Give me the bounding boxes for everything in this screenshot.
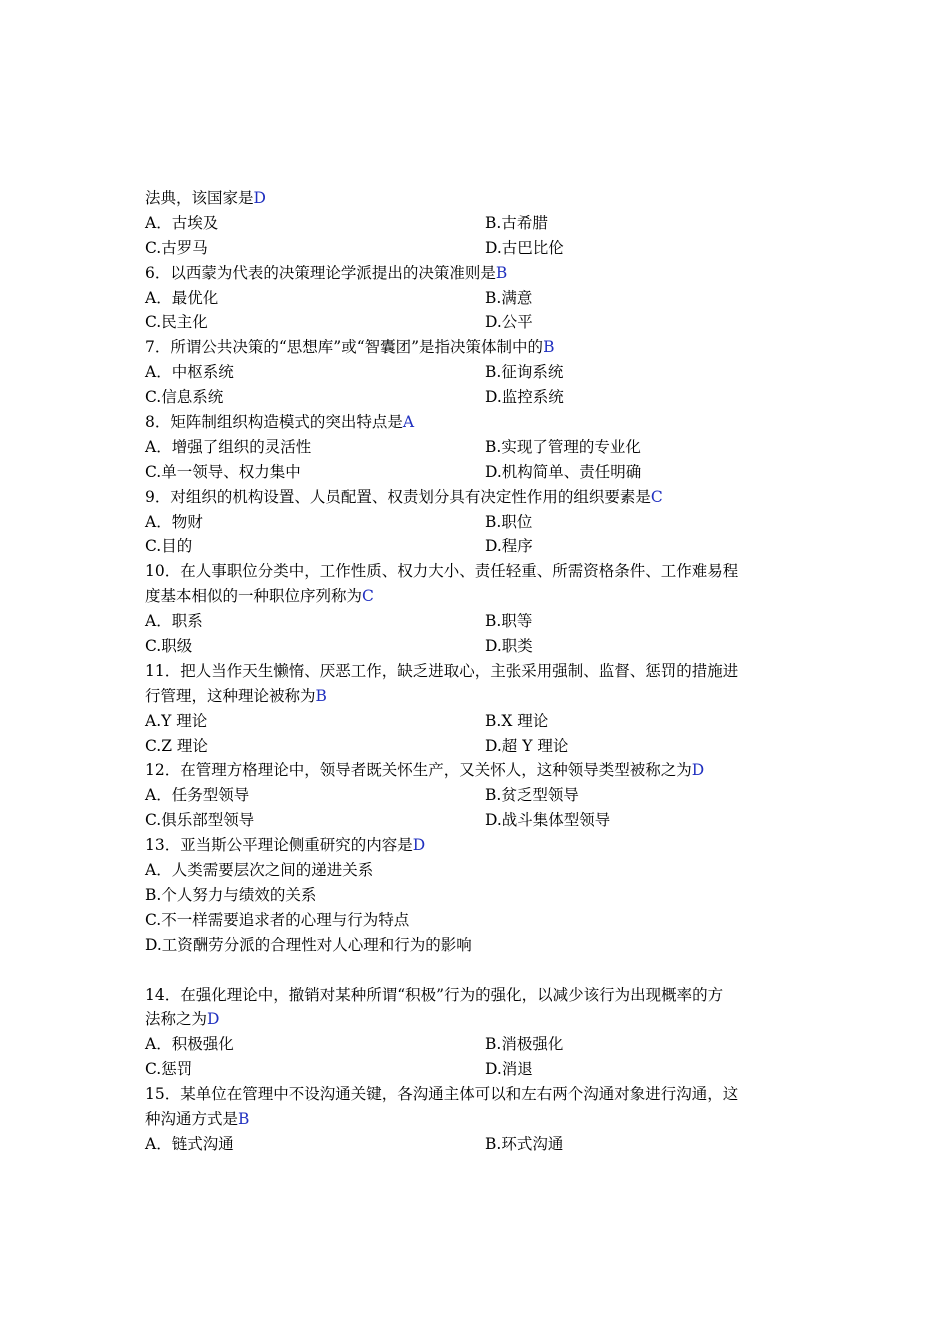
option-d: D.程序 [485,537,533,556]
q5-stem-tail: 法典，该国家是D [145,189,266,207]
question-14-line-1: 14．在强化理论中，撤销对某种所谓“积极”行为的强化，以减少该行为出现概率的方 [145,985,724,1004]
option-d: D.公平 [485,313,533,332]
question-12: 12．在管理方格理论中，领导者既关怀生产，又关怀人，这种领导类型被称之为D [145,761,705,780]
question-10-line-2: 度基本相似的一种职位序列称为C [145,587,374,606]
option-a: A．物财 [145,512,203,531]
option-b: B.征询系统 [485,363,564,382]
question-15-line-2: 种沟通方式是B [145,1109,250,1128]
option-c: C.不一样需要追求者的心理与行为特点 [145,910,410,929]
question-11-line-2: 行管理，这种理论被称为B [145,686,327,705]
answer-letter: C [650,487,663,506]
question-10-line-1: 10．在人事职位分类中，工作性质、权力大小、责任轻重、所需资格条件、工作难易程 [145,562,739,581]
option-a: A.Y 理论 [145,711,208,730]
options-row [145,385,785,410]
option-c: C.古罗马 [145,238,208,257]
answer-letter: B [238,1109,250,1128]
option-c: C.目的 [145,537,193,556]
options-row [145,534,785,559]
option-a: A．中枢系统 [145,363,234,382]
option-a: A．增强了组织的灵活性 [145,437,312,456]
question-11-line-1: 11．把人当作天生懒惰、厌恶工作，缺乏进取心，主张采用强制、监督、惩罚的措施进 [145,661,739,680]
options-row [145,609,785,634]
option-c: C.民主化 [145,313,208,332]
option-d: D.机构简单、责任明确 [485,462,642,481]
option-a: A．职系 [145,612,203,631]
option-d: D.职类 [485,637,533,656]
option-a: A．最优化 [145,288,219,307]
option-b: B.X 理论 [485,711,549,730]
option-d: D.消退 [485,1060,533,1079]
options-row [145,460,785,485]
options-row [145,734,785,759]
option-a: A．任务型领导 [145,786,250,805]
answer-letter: D [207,1010,220,1029]
answer-letter: B [543,338,555,357]
option-b: B.消极强化 [485,1035,564,1054]
answer-letter: D [691,761,705,780]
option-a: A．积极强化 [145,1035,234,1054]
options-row [145,286,785,311]
option-a: A．人类需要层次之间的递进关系 [145,861,374,880]
question-8: 8．矩阵制组织构造模式的突出特点是A [145,413,415,432]
option-b: B.古希腊 [485,213,548,232]
option-b: B.职位 [485,512,533,531]
options-row [145,634,785,659]
options-row [145,435,785,460]
option-d: D.超 Y 理论 [485,736,569,755]
option-a: A．链式沟通 [145,1134,234,1153]
question-14-line-2: 法称之为D [145,1010,220,1029]
option-b: B.满意 [485,288,533,307]
option-c: C.职级 [145,637,193,656]
options-row [145,236,785,261]
option-d: D.工资酬劳分派的合理性对人心理和行为的影响 [145,935,472,954]
question-6: 6．以西蒙为代表的决策理论学派提出的决策准则是B [145,263,508,282]
options-row [145,211,785,236]
answer-letter: C [362,587,374,606]
option-c: C.惩罚 [145,1060,193,1079]
option-c: C.Z 理论 [145,736,208,755]
question-15-line-1: 15．某单位在管理中不设沟通关键，各沟通主体可以和左右两个沟通对象进行沟通，这 [145,1085,739,1104]
answer-letter: D [412,836,426,855]
option-b: B.实现了管理的专业化 [485,437,641,456]
option-b: B.职等 [485,612,533,631]
answer-letter: D [253,189,266,207]
option-c: C.信息系统 [145,388,224,407]
option-b: B.贫乏型领导 [485,786,579,805]
options-row [145,310,785,335]
option-b: B.个人努力与绩效的关系 [145,885,317,904]
option-a: A．古埃及 [145,213,219,232]
option-c: C.俱乐部型领导 [145,811,255,830]
option-d: D.古巴比伦 [485,238,564,257]
blank-line [145,958,785,983]
options-row [145,1057,785,1082]
option-c: C.单一领导、权力集中 [145,462,301,481]
options-row [145,510,785,535]
options-row [145,783,785,808]
option-b: B.环式沟通 [485,1134,564,1153]
options-row [145,808,785,833]
option-d: D.监控系统 [485,388,564,407]
answer-letter: B [495,263,508,282]
answer-letter: A [402,413,415,432]
answer-letter: B [315,686,327,705]
options-row [145,1132,785,1157]
options-row [145,709,785,734]
options-row [145,360,785,385]
option-d: D.战斗集体型领导 [485,811,611,830]
question-9: 9．对组织的机构设置、人员配置、权责划分具有决定性作用的组织要素是C [145,487,663,506]
options-row [145,1032,785,1057]
question-7: 7．所谓公共决策的“思想库”或“智囊团”是指决策体制中的B [145,338,555,357]
document-page [145,186,785,1157]
question-13: 13．亚当斯公平理论侧重研究的内容是D [145,836,426,855]
